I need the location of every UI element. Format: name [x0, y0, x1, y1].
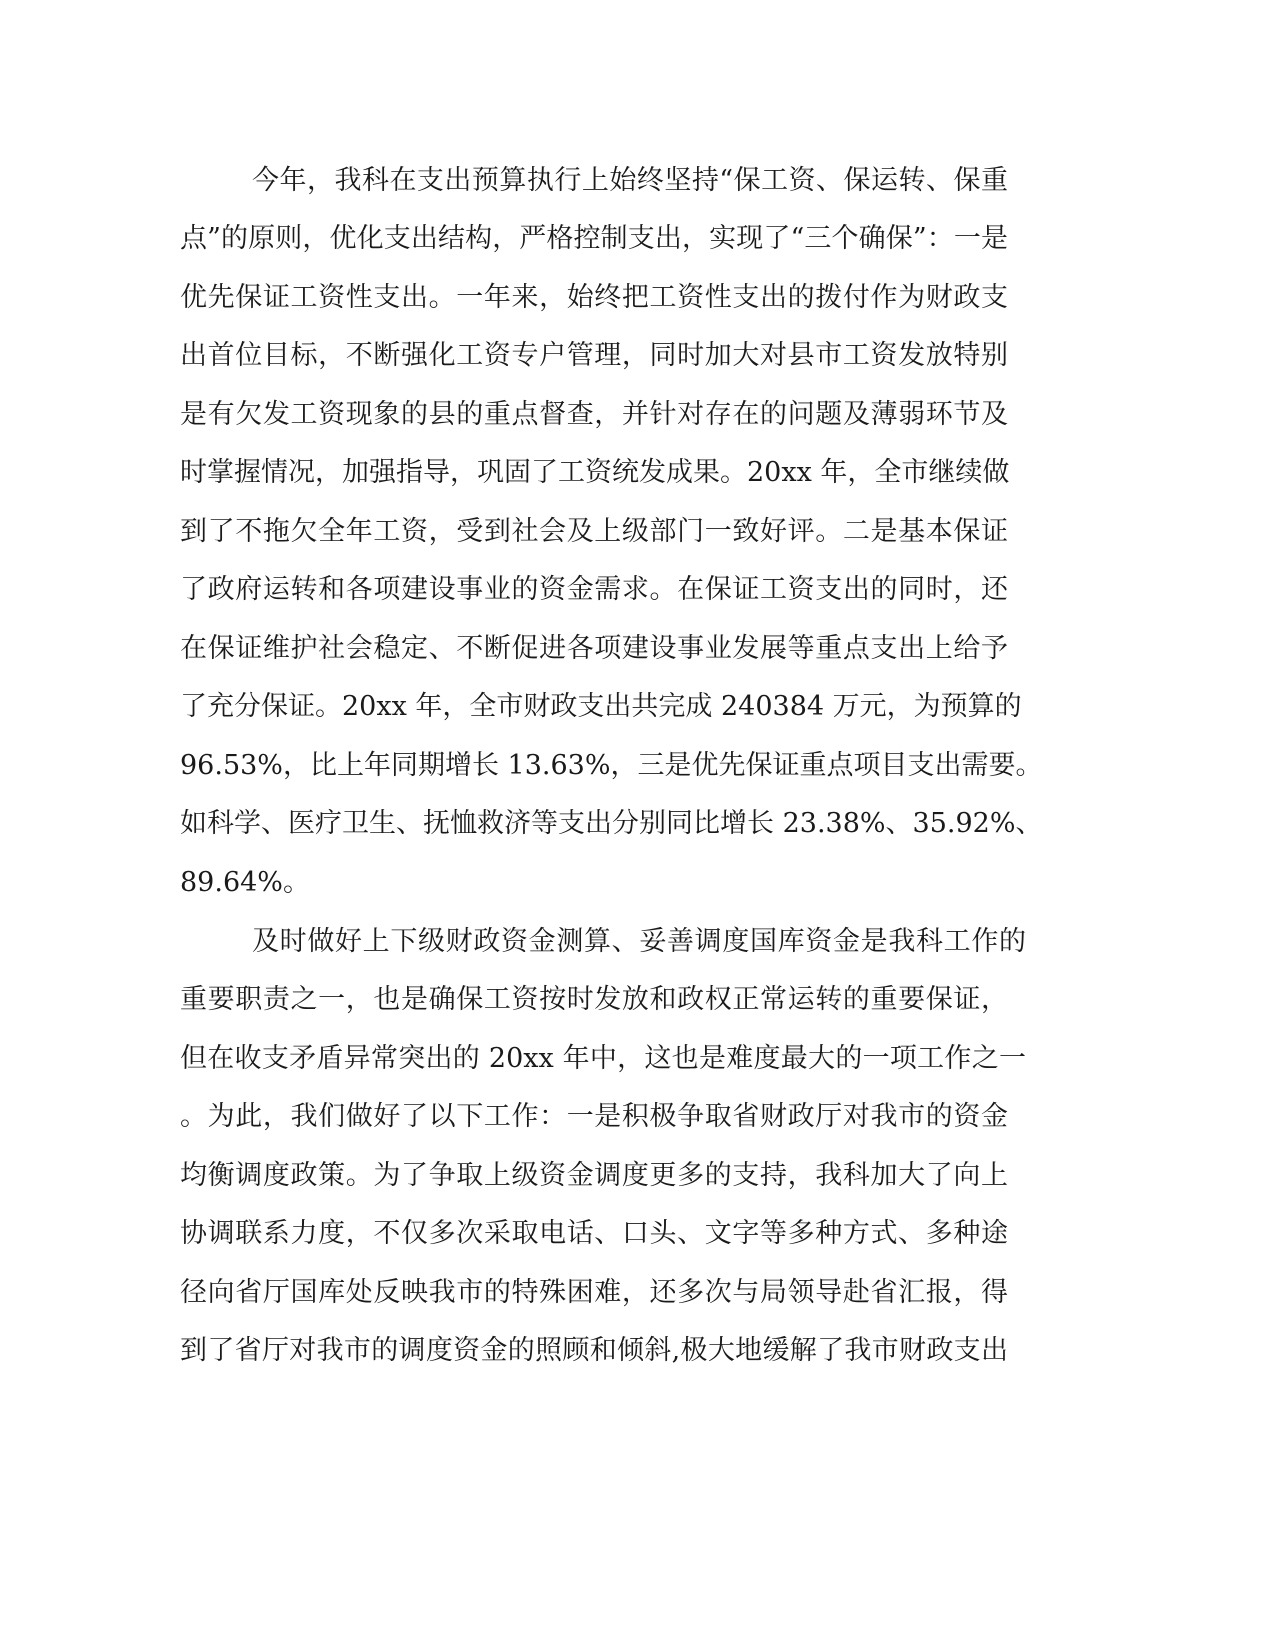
paragraph-2-line-7: 径向省厅国库处反映我市的特殊困难，还多次与局领导赴省汇报，得 — [180, 1277, 1008, 1308]
paragraph-1-line-7: 到了不拖欠全年工资，受到社会及上级部门一致好评。二是基本保证 — [180, 516, 1008, 547]
paragraph-2-line-5: 均衡调度政策。为了争取上级资金调度更多的支持，我科加大了向上 — [180, 1160, 1008, 1191]
paragraph-2-line-6: 协调联系力度，不仅多次采取电话、口头、文字等多种方式、多种途 — [180, 1218, 1008, 1249]
paragraph-2-line-8: 到了省厅对我市的调度资金的照顾和倾斜,极大地缓解了我市财政支出 — [180, 1335, 1008, 1366]
paragraph-1-line-13: 89.64%。 — [180, 867, 310, 898]
paragraph-1-line-9: 在保证维护社会稳定、不断促进各项建设事业发展等重点支出上给予 — [180, 633, 1008, 664]
paragraph-1-line-2: 点”的原则，优化支出结构，严格控制支出，实现了“三个确保”：一是 — [180, 223, 1008, 254]
paragraph-2-line-4: 。为此，我们做好了以下工作：一是积极争取省财政厅对我市的资金 — [180, 1101, 1008, 1132]
paragraph-1-line-10: 了充分保证。20xx 年，全市财政支出共完成 240384 万元，为预算的 — [180, 691, 1022, 722]
paragraph-1-line-8: 了政府运转和各项建设事业的资金需求。在保证工资支出的同时，还 — [180, 574, 1008, 605]
paragraph-1-line-11: 96.53%，比上年同期增长 13.63%，三是优先保证重点项目支出需要。 — [180, 750, 1043, 781]
paragraph-1-line-12: 如科学、医疗卫生、抚恤救济等支出分别同比增长 23.38%、35.92%、 — [180, 808, 1043, 839]
paragraph-1-line-5: 是有欠发工资现象的县的重点督查，并针对存在的问题及薄弱环节及 — [180, 399, 1008, 430]
paragraph-2-line-3: 但在收支矛盾异常突出的 20xx 年中，这也是难度最大的一项工作之一 — [180, 1043, 1026, 1074]
paragraph-1-line-4: 出首位目标，不断强化工资专户管理，同时加大对县市工资发放特别 — [180, 340, 1008, 371]
paragraph-1-line-3: 优先保证工资性支出。一年来，始终把工资性支出的拨付作为财政支 — [180, 282, 1008, 313]
paragraph-2-line-1: 及时做好上下级财政资金测算、妥善调度国库资金是我科工作的 — [252, 926, 1026, 957]
paragraph-1-line-1: 今年，我科在支出预算执行上始终坚持“保工资、保运转、保重 — [252, 165, 1008, 196]
paragraph-2-line-2: 重要职责之一，也是确保工资按时发放和政权正常运转的重要保证， — [180, 984, 1008, 1015]
paragraph-1-line-6: 时掌握情况，加强指导，巩固了工资统发成果。20xx 年，全市继续做 — [180, 457, 1010, 488]
